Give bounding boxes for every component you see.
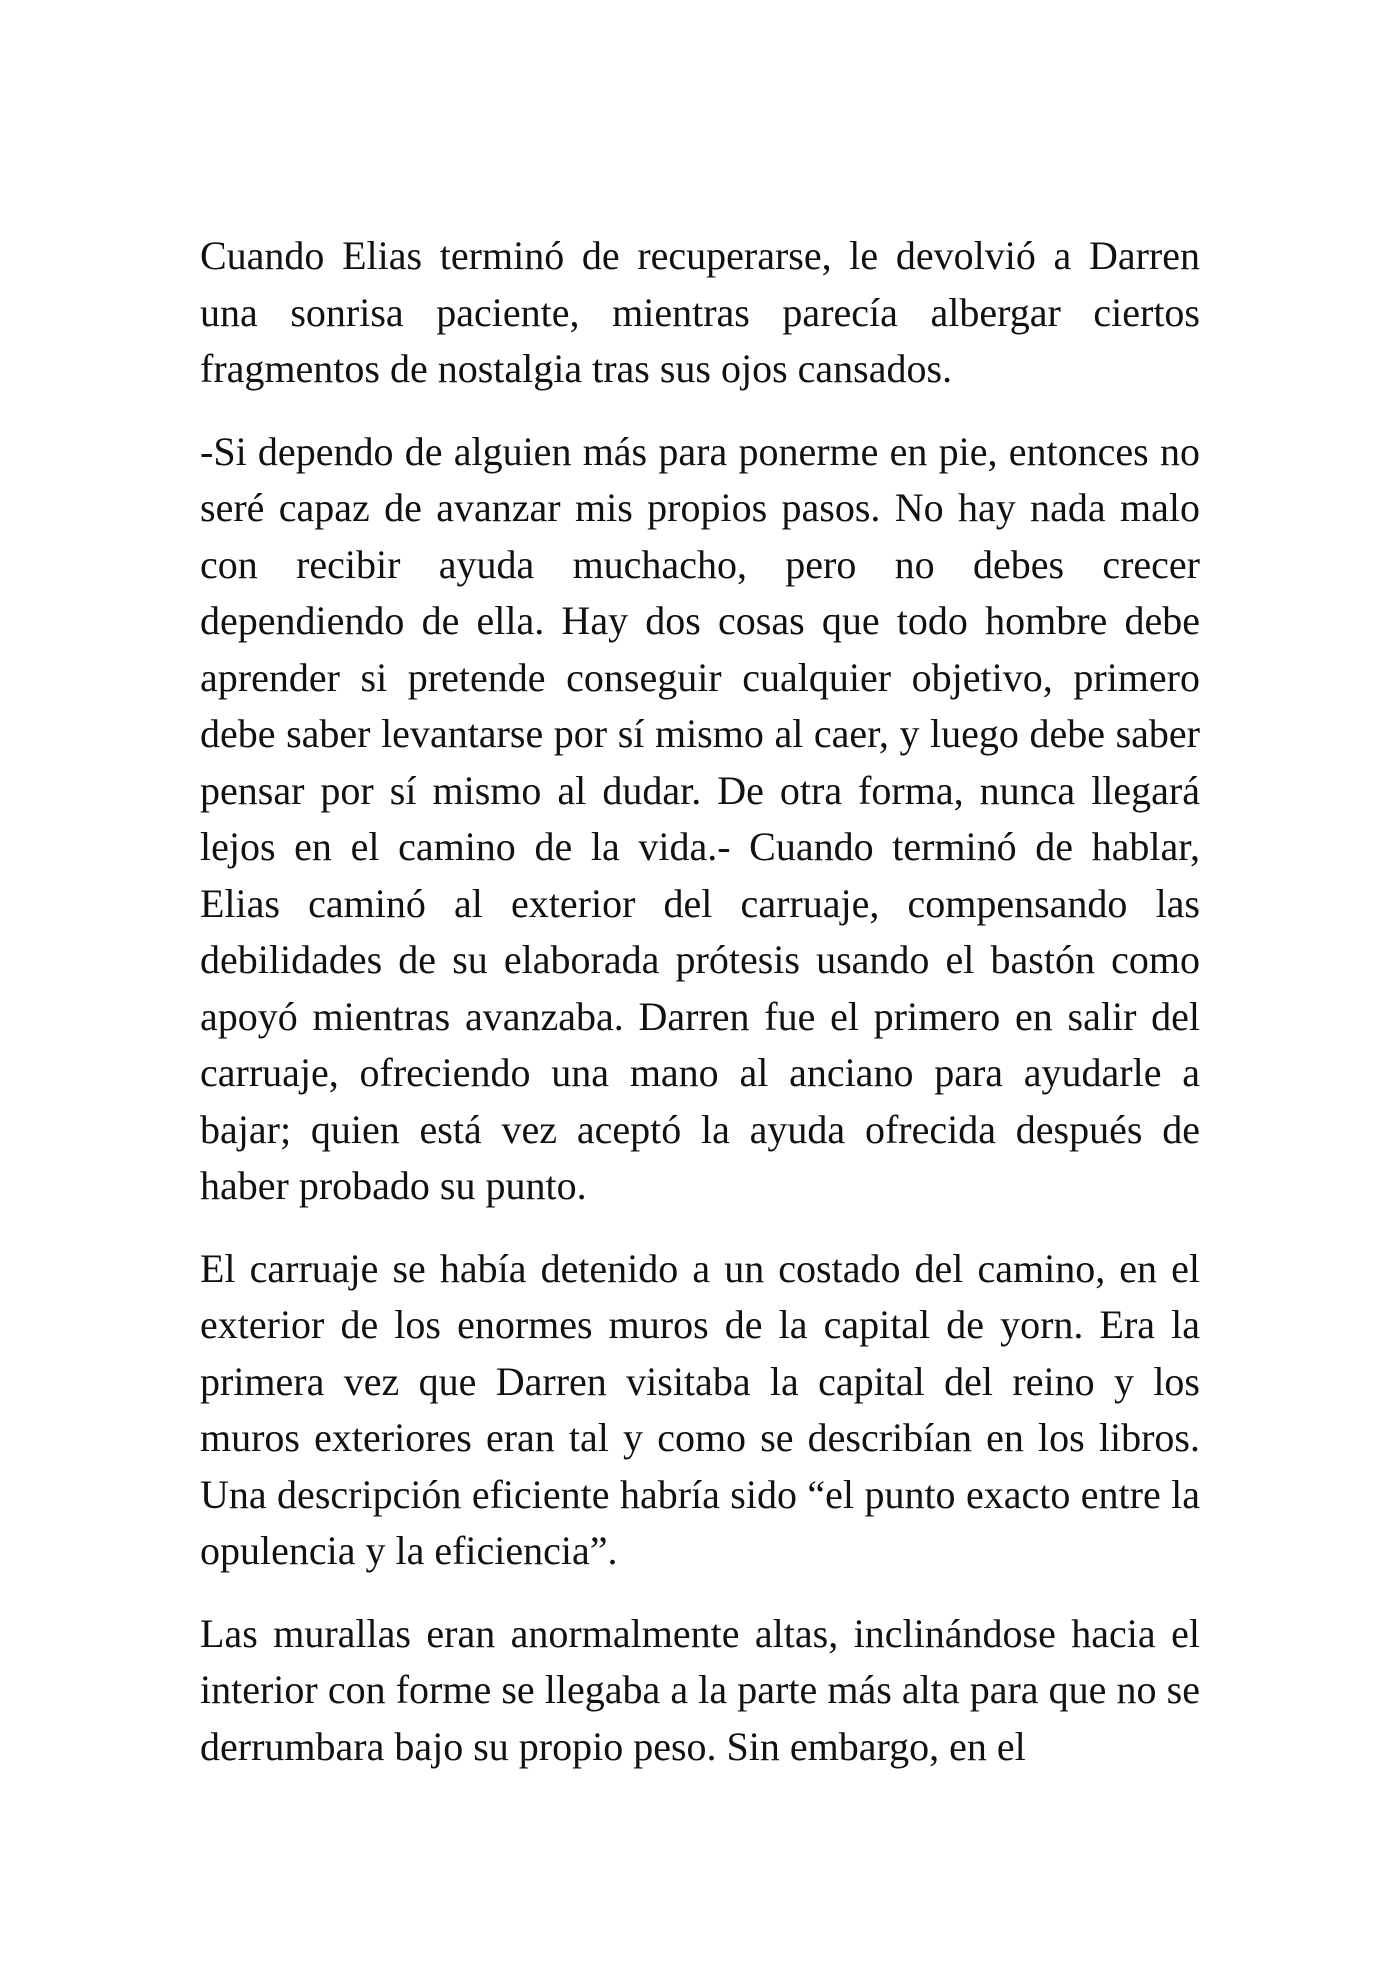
paragraph-1: Cuando Elias terminó de recuperarse, le devolvió a Darren una sonrisa paciente, mientras parecía albergar ciertos fragmentos de nostalgia tras sus ojos cansados. xyxy=(200,233,1200,391)
paragraph-3: El carruaje se había detenido a un costado del camino, en el exterior de los enormes muros de la capital de yorn. Era la primera vez que Darren visitaba la capital del reino y los muros exteriores eran tal y como se describían en los libros. Una descripción eficiente habría sido “el punto exacto entre la opulencia y la eficiencia”. xyxy=(200,1245,1200,1573)
paragraph-2: -Si dependo de alguien más para ponerme en pie, entonces no seré capaz de avanzar mis propios pasos. No hay nada malo con recibir ayuda muchacho, pero no debes crecer dependiendo de ella. Hay dos cosas que todo hombre debe aprender si pretende conseguir cualquier objetivo, primero debe saber levantarse por sí mismo al caer, y luego debe saber pensar por sí mismo al dudar. De otra forma, nunca llegará lejos en el camino de la vida.- Cuando terminó de hablar, Elias caminó al exterior del carruaje, compensando las debilidades de su elaborada prótesis usando el bastón como apoyó mientras avanzaba. Darren fue el primero en salir del carruaje, ofreciendo una mano al anciano para ayudarle a bajar; quien está vez aceptó la ayuda ofrecida después de haber probado su punto. xyxy=(200,428,1200,1208)
document-page xyxy=(200,228,1200,1801)
paragraph-4: Las murallas eran anormalmente altas, inclinándose hacia el interior con forme se llegaba a la parte más alta para que no se derrumbara bajo su propio peso. Sin embargo, en el xyxy=(200,1610,1200,1769)
